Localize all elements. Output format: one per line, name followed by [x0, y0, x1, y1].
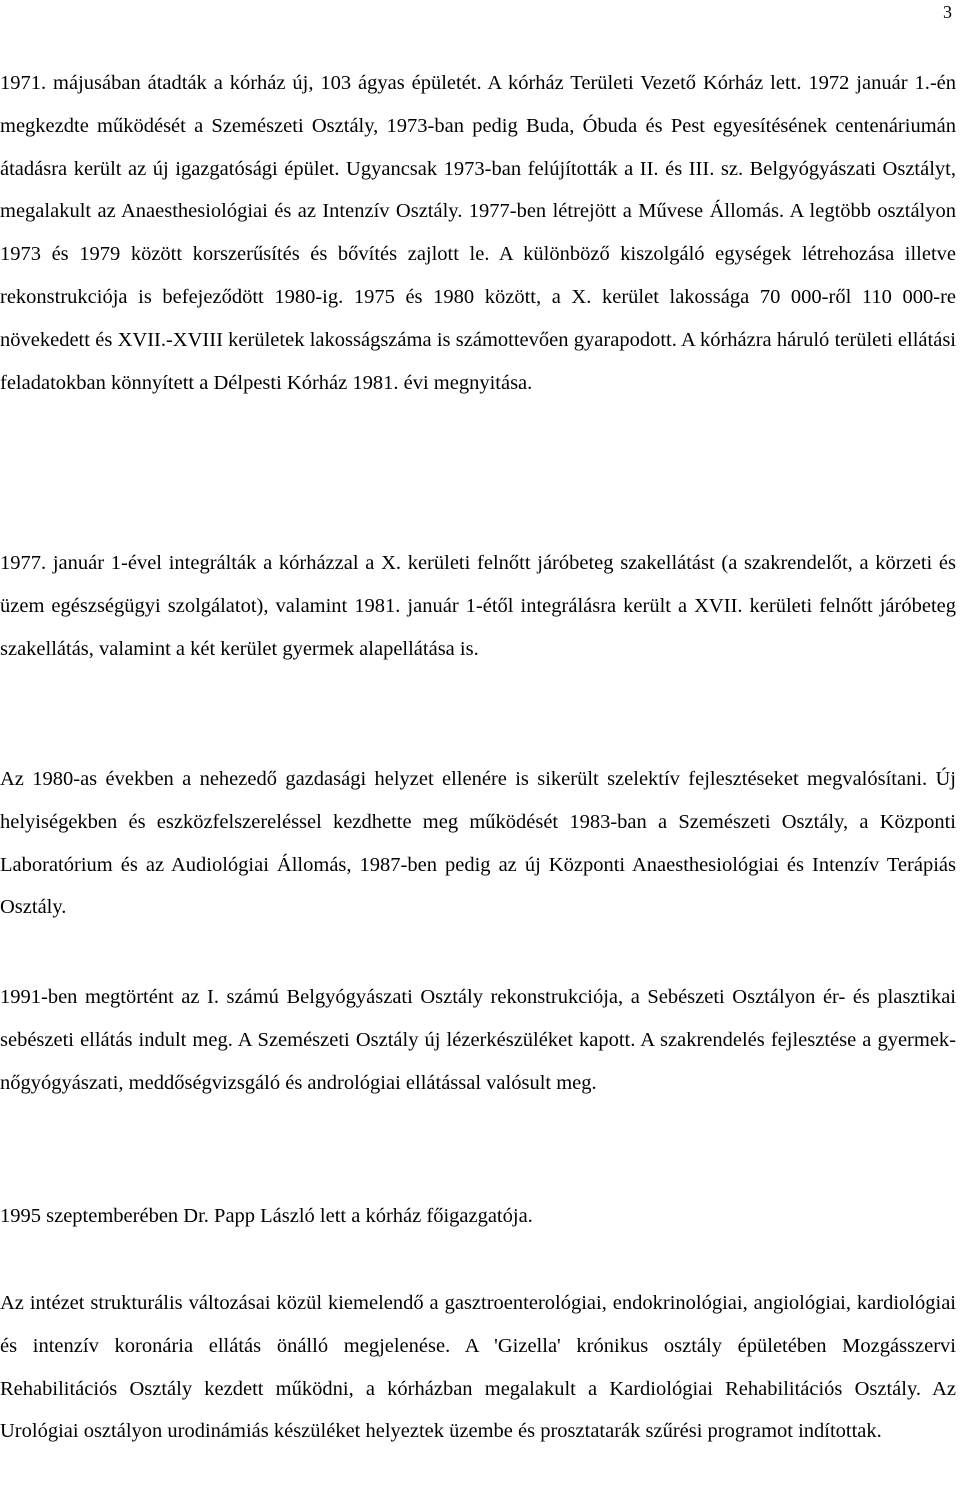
paragraph-1991-reconstruction: 1991-ben megtörtént az I. számú Belgyógyászati Osztály rekonstrukciója, a Sebészeti Osztályon ér- és plasztikai sebészeti ellátás indult meg. A Szemészeti Osztály új lézerkészüléket kapott. A szakrendelés fejlesztése a gyermek-nőgyógyászati, meddőségvizsgáló és andrológiai ellátással valósult meg. [0, 986, 956, 1094]
paragraph-1971-history: 1971. májusában átadták a kórház új, 103 ágyas épületét. A kórház Területi Vezető Kórház lett. 1972 január 1.-én megkezdte működését a Szemészeti Osztály, 1973-ban pedig Buda, Óbuda és Pest egyesítésének centenáriumán átadásra került az új igazgatósági épület. Ugyancsak 1973-ban felújították a II. és III. sz. Belgyógyászati Osztályt, megalakult az Anaesthesiológiai és az Intenzív Osztály. 1977-ben létrejött a Művese Állomás. A legtöbb osztályon 1973 és 1979 között korszerűsítés és bővítés zajlott le. A különböző kiszolgáló egységek létrehozása illetve rekonstrukciója is befejeződött 1980-ig. 1975 és 1980 között, a X. kerület lakossága 70 000-ről 110 000-re növekedett és XVII.-XVIII kerületek lakosságszáma is számottevően gyarapodott. A kórházra háruló területi ellátási feladatokban könnyített a Délpesti Kórház 1981. évi megnyitása. [0, 72, 956, 394]
page-number: 3 [943, 2, 952, 22]
paragraph-structural-changes: Az intézet strukturális változásai közül kiemelendő a gasztroenterológiai, endokrinológiai, angiológiai, kardiológiai és intenzív koronária ellátás önálló megjelenése. A 'Gizella' krónikus osztály épületében Mozgásszervi Rehabilitációs Osztály kezdett működni, a kórházban megalakult a Kardiológiai Rehabilitációs Osztály. Az Urológiai osztályon urodinámiás készüléket helyeztek üzembe és prosztatarák szűrési programot indítottak. [0, 1292, 956, 1443]
paragraph-1977-integration: 1977. január 1-ével integrálták a kórházzal a X. kerületi felnőtt járóbeteg szakellátást (a szakrendelőt, a körzeti és üzem egészségügyi szolgálatot), valamint 1981. január 1-étől integrálásra került a XVII. kerületi felnőtt járóbeteg szakellátás, valamint a két kerület gyermek alapellátása is. [0, 552, 956, 660]
paragraph-1995-director: 1995 szeptemberében Dr. Papp László lett a kórház főigazgatója. [0, 1205, 533, 1227]
paragraph-1980s-developments: Az 1980-as években a nehezedő gazdasági helyzet ellenére is sikerült szelektív fejlesztéseket megvalósítani. Új helyiségekben és eszközfelszereléssel kezdhette meg működését 1983-ban a Szemészeti Osztály, a Központi Laboratórium és az Audiológiai Állomás, 1987-ben pedig az új Központi Anaesthesiológiai és Intenzív Terápiás Osztály. [0, 768, 956, 919]
